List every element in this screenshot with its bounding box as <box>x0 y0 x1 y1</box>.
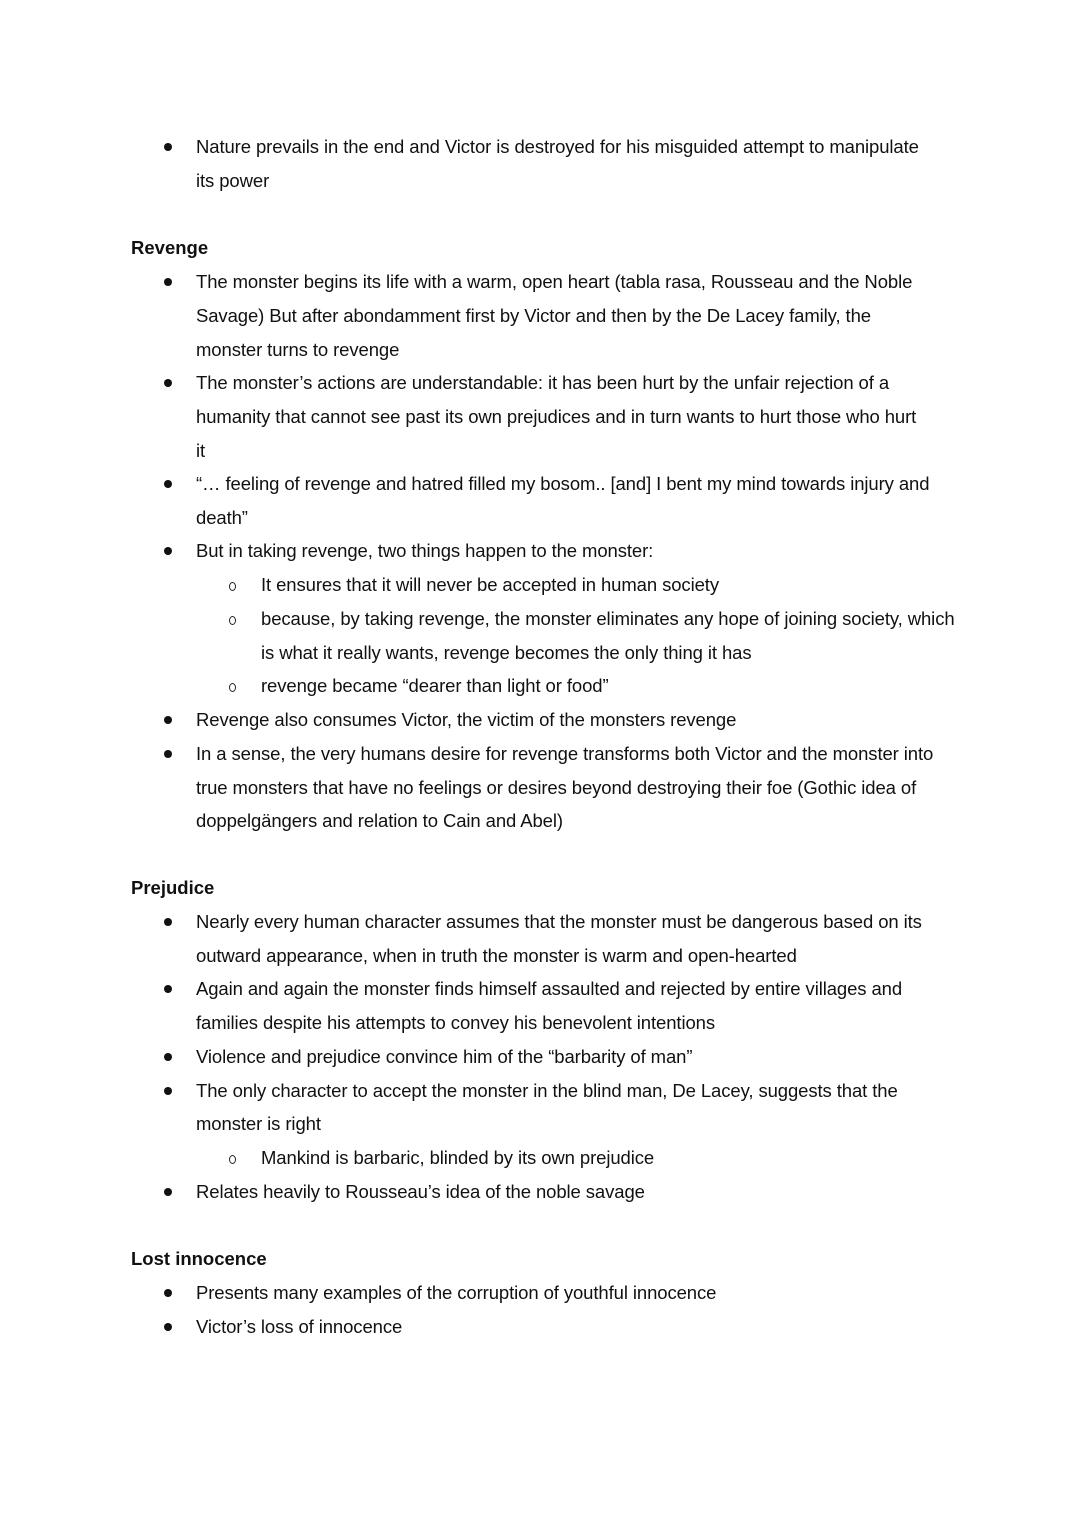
list-item-text: monster is right <box>196 1113 321 1134</box>
list-item-text: Presents many examples of the corruption of youthful innocence <box>196 1282 717 1303</box>
list-item-text: Nature prevails in the end and Victor is destroyed for his misguided attempt to manipulate <box>196 136 919 157</box>
list-item-text: Revenge also consumes Victor, the victim of the monsters revenge <box>196 709 737 730</box>
list-item-text: Again and again the monster finds himself assaulted and rejected by entire villages and <box>196 978 903 999</box>
bullet-icon <box>164 379 172 387</box>
list-item-text: In a sense, the very humans desire for revenge transforms both Victor and the monster into <box>196 743 934 764</box>
list-item-text: is what it really wants, revenge becomes the only thing it has <box>261 642 752 663</box>
list-item-text: it <box>196 440 206 461</box>
bullet-icon <box>164 480 172 488</box>
list-item-text: Mankind is barbaric, blinded by its own prejudice <box>261 1147 655 1168</box>
bullet-icon <box>164 143 172 151</box>
bullet-icon <box>164 716 172 724</box>
section-heading: Lost innocence <box>131 1248 267 1269</box>
list-item-text: monster turns to revenge <box>196 339 400 360</box>
section-heading: Prejudice <box>131 877 215 898</box>
list-item-text: Relates heavily to Rousseau’s idea of the noble savage <box>196 1181 645 1202</box>
list-item-text: “… feeling of revenge and hatred filled my bosom.. [and] I bent my mind towards injury and <box>196 473 930 494</box>
bullet-icon <box>164 547 172 555</box>
bullet-icon <box>164 1323 172 1331</box>
bullet-icon <box>164 1087 172 1095</box>
hollow-bullet-icon <box>229 1155 236 1164</box>
section-heading: Revenge <box>131 237 209 258</box>
hollow-bullet-icon <box>229 616 236 625</box>
list-item-text: Victor’s loss of innocence <box>196 1316 403 1337</box>
list-item-text: its power <box>196 170 270 191</box>
bullet-icon <box>164 985 172 993</box>
list-item-text: humanity that cannot see past its own prejudices and in turn wants to hurt those who hurt <box>196 406 917 427</box>
bullet-icon <box>164 1053 172 1061</box>
hollow-bullet-icon <box>229 582 236 591</box>
list-item-text: The monster’s actions are understandable: it has been hurt by the unfair rejection of a <box>196 372 890 393</box>
list-item-text: Nearly every human character assumes that the monster must be dangerous based on its <box>196 911 922 932</box>
list-item-text: true monsters that have no feelings or desires beyond destroying their foe (Gothic idea of <box>196 777 917 798</box>
hollow-bullet-icon <box>229 683 236 692</box>
list-item-text: death” <box>196 507 248 528</box>
list-item-text: outward appearance, when in truth the monster is warm and open-hearted <box>196 945 797 966</box>
list-item-text: It ensures that it will never be accepted in human society <box>261 574 719 595</box>
list-item-text: families despite his attempts to convey his benevolent intentions <box>196 1012 715 1033</box>
list-item-text: revenge became “dearer than light or food” <box>261 675 609 696</box>
list-item-text: doppelgängers and relation to Cain and Abel) <box>196 810 563 831</box>
bullet-icon <box>164 918 172 926</box>
bullet-icon <box>164 750 172 758</box>
bullet-icon <box>164 1188 172 1196</box>
list-item-text: The monster begins its life with a warm, open heart (tabla rasa, Rousseau and the Noble <box>196 271 913 292</box>
list-item-text: Savage) But after abondamment first by Victor and then by the De Lacey family, the <box>196 305 871 326</box>
list-item-text: But in taking revenge, two things happen to the monster: <box>196 540 654 561</box>
list-item-text: The only character to accept the monster in the blind man, De Lacey, suggests that the <box>196 1080 898 1101</box>
list-item-text: Violence and prejudice convince him of the “barbarity of man” <box>196 1046 693 1067</box>
bullet-icon <box>164 278 172 286</box>
bullet-icon <box>164 1289 172 1297</box>
list-item-text: because, by taking revenge, the monster eliminates any hope of joining society, which <box>261 608 955 629</box>
